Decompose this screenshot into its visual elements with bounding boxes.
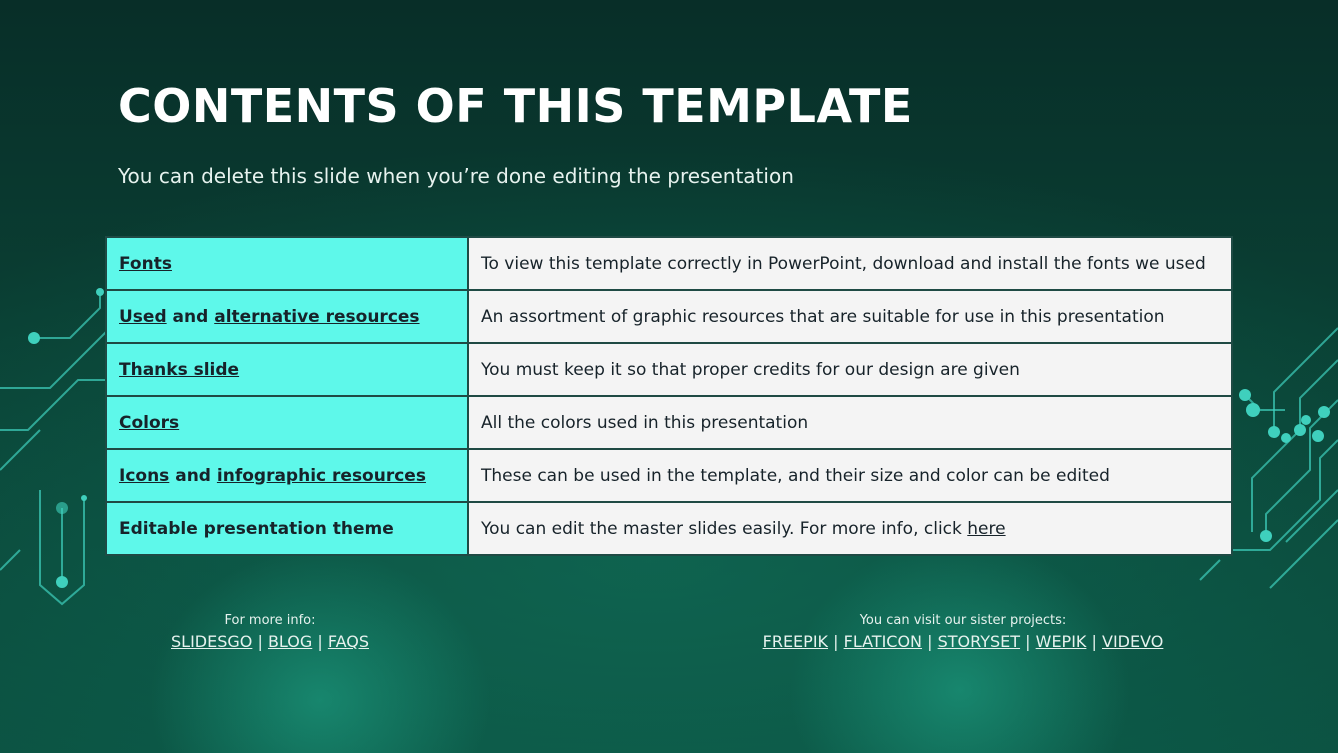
row-description — [468, 502, 1232, 555]
link-separator: | — [1091, 632, 1097, 651]
link-separator: | — [1025, 632, 1031, 651]
table-row-theme — [106, 502, 1232, 555]
row-description: All the colors used in this presentation — [468, 396, 1232, 449]
wepik-link[interactable]: WEPIK — [1035, 632, 1087, 651]
blog-link[interactable]: BLOG — [267, 632, 313, 651]
row-label — [106, 237, 468, 290]
link-separator: | — [833, 632, 839, 651]
fonts-link[interactable]: Fonts — [119, 253, 172, 274]
infographic-resources-link[interactable]: infographic resources — [216, 465, 426, 486]
flaticon-link[interactable]: FLATICON — [843, 632, 923, 651]
here-link[interactable]: here — [967, 518, 1006, 539]
table-row-colors — [106, 396, 1232, 449]
icons-link[interactable]: Icons — [119, 465, 170, 486]
table-row-resources — [106, 290, 1232, 343]
row-label — [106, 396, 468, 449]
table-row-icons — [106, 449, 1232, 502]
row-label — [106, 290, 468, 343]
slidesgo-link[interactable]: SLIDESGO — [171, 632, 253, 651]
faqs-link[interactable]: FAQS — [327, 632, 369, 651]
footer-links — [120, 630, 420, 654]
colors-link[interactable]: Colors — [119, 412, 180, 433]
row-description: An assortment of graphic resources that are suitable for use in this presentation — [468, 290, 1232, 343]
row-label: Editable presentation theme — [106, 502, 468, 555]
link-separator: | — [257, 632, 263, 651]
footer-sister-projects — [713, 612, 1213, 654]
storyset-link[interactable]: STORYSET — [937, 632, 1021, 651]
row-label — [106, 449, 468, 502]
footer-caption: For more info: — [224, 613, 316, 628]
alternative-resources-link[interactable]: alternative resources — [214, 306, 420, 327]
videvo-link[interactable]: VIDEVO — [1102, 632, 1164, 651]
table-row-thanks — [106, 343, 1232, 396]
row-description: You must keep it so that proper credits for our design are given — [468, 343, 1232, 396]
footer-links — [713, 630, 1213, 654]
label-connector: and — [166, 306, 215, 327]
footer-caption: You can visit our sister projects: — [859, 613, 1067, 628]
page-subtitle: You can delete this slide when you’re done editing the presentation — [118, 164, 794, 188]
description-text: You can edit the master slides easily. For more info, click — [481, 518, 968, 539]
row-description: To view this template correctly in PowerPoint, download and install the fonts we used — [468, 237, 1232, 290]
used-resources-link[interactable]: Used — [119, 306, 167, 327]
table-row-fonts — [106, 237, 1232, 290]
link-separator: | — [317, 632, 323, 651]
freepik-link[interactable]: FREEPIK — [762, 632, 829, 651]
contents-table — [105, 236, 1233, 556]
row-description: These can be used in the template, and their size and color can be edited — [468, 449, 1232, 502]
page-title: CONTENTS OF THIS TEMPLATE — [118, 79, 913, 133]
thanks-slide-link[interactable]: Thanks slide — [119, 359, 240, 380]
link-separator: | — [927, 632, 933, 651]
row-label — [106, 343, 468, 396]
label-connector: and — [169, 465, 217, 486]
footer-more-info — [120, 612, 420, 654]
